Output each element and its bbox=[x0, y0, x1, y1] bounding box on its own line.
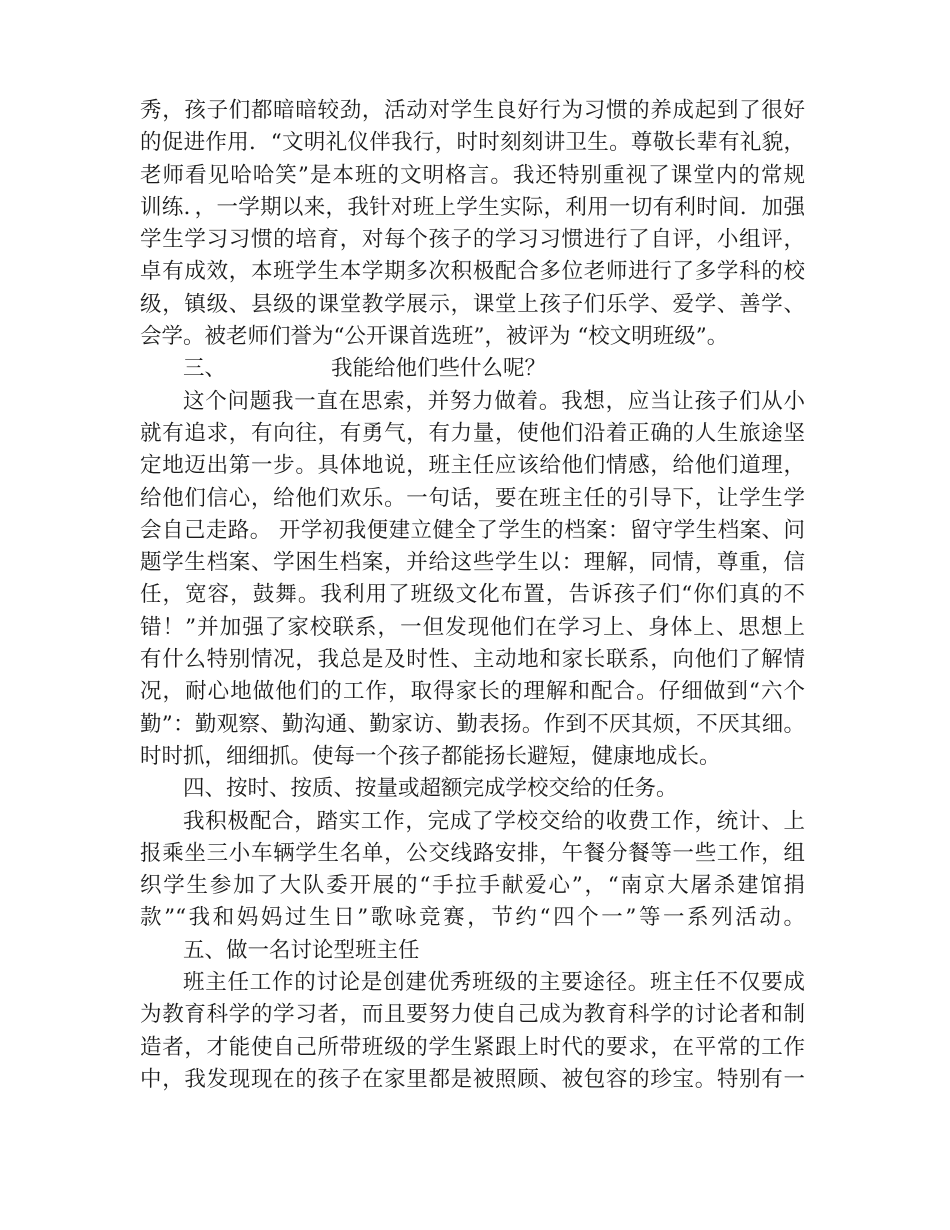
text-line: 定地迈出第一步。具体地说，班主任应该给他们情感，给他们道理， bbox=[140, 453, 805, 479]
text-line: 题学生档案、学困生档案，并给这些学生以：理解，同情，尊重，信 bbox=[140, 550, 805, 576]
text-line: 的促进作用．“文明礼仪伴我行，时时刻刻讲卫生。尊敬长辈有礼貌， bbox=[140, 130, 805, 156]
paragraph-continuation bbox=[140, 95, 805, 353]
text-line: 造者，才能使自己所带班级的学生紧跟上时代的要求，在平常的工作 bbox=[140, 1034, 805, 1060]
paragraph-section-3 bbox=[140, 386, 805, 774]
heading-title: 我能给他们些什么呢？ bbox=[331, 356, 547, 382]
section-heading-5: 五、做一名讨论型班主任 bbox=[183, 937, 420, 963]
text-line: 织学生参加了大队委开展的“手拉手献爱心”，“南京大屠杀建馆捐 bbox=[140, 873, 805, 899]
paragraph-section-5 bbox=[140, 967, 805, 1096]
text-line: 班主任工作的讨论是创建优秀班级的主要途径。班主任不仅要成 bbox=[183, 970, 805, 996]
text-line: 款”“我和妈妈过生日”歌咏竞赛，节约“四个一”等一系列活动。 bbox=[140, 905, 805, 931]
heading-number: 三、 bbox=[183, 356, 227, 382]
section-heading-3 bbox=[140, 353, 805, 385]
section-heading-4: 四、按时、按质、按量或超额完成学校交给的任务。 bbox=[183, 776, 678, 802]
text-line: 任，宽容，鼓舞。我利用了班级文化布置，告诉孩子们“你们真的不 bbox=[140, 582, 805, 608]
text-line: 会自己走路。 开学初我便建立健全了学生的档案：留守学生档案、问 bbox=[140, 517, 805, 543]
text-line: 时时抓，细细抓。使每一个孩子都能扬长避短，健康地成长。 bbox=[140, 743, 721, 769]
text-line: 学生学习习惯的培育，对每个孩子的学习习惯进行了自评，小组评， bbox=[140, 227, 805, 253]
text-line: 中，我发现现在的孩子在家里都是被照顾、被包容的珍宝。特别有一 bbox=[140, 1066, 805, 1092]
text-line: 会学。被老师们誉为“公开课首选班”，被评为 “校文明班级”。 bbox=[140, 324, 729, 350]
text-line: 给他们信心，给他们欢乐。一句话，要在班主任的引导下，让学生学 bbox=[140, 485, 805, 511]
text-line: 错！”并加强了家校联系，一但发现他们在学习上、身体上、思想上 bbox=[140, 614, 805, 640]
text-line: 训练．，一学期以来，我针对班上学生实际，利用一切有利时间．加强 bbox=[140, 194, 805, 220]
text-line: 就有追求，有向往，有勇气，有力量，使他们沿着正确的人生旅途坚 bbox=[140, 420, 805, 446]
text-line: 报乘坐三小车辆学生名单，公交线路安排，午餐分餐等一些工作，组 bbox=[140, 840, 805, 866]
body-text bbox=[140, 95, 805, 1096]
text-line: 秀，孩子们都暗暗较劲，活动对学生良好行为习惯的养成起到了很好 bbox=[140, 98, 805, 123]
text-line: 有什么特别情况，我总是及时性、主动地和家长联系，向他们了解情 bbox=[140, 647, 805, 673]
text-line: 级，镇级、县级的课堂教学展示，课堂上孩子们乐学、爱学、善学、 bbox=[140, 291, 805, 317]
text-line: 为教育科学的学习者，而且要努力使自己成为教育科学的讨论者和制 bbox=[140, 1002, 805, 1028]
paragraph-section-4 bbox=[140, 806, 805, 935]
text-line: 我积极配合，踏实工作，完成了学校交给的收费工作，统计、上 bbox=[183, 808, 805, 834]
text-line: 老师看见哈哈笑”是本班的文明格言。我还特别重视了课堂内的常规 bbox=[140, 162, 805, 188]
text-line: 况，耐心地做他们的工作，取得家长的理解和配合。仔细做到“六个 bbox=[140, 679, 805, 705]
text-line: 这个问题我一直在思索，并努力做着。我想，应当让孩子们从小 bbox=[183, 388, 805, 414]
text-line: 卓有成效，本班学生本学期多次积极配合多位老师进行了多学科的校 bbox=[140, 259, 805, 285]
text-line: 勤”：勤观察、勤沟通、勤家访、勤表扬。作到不厌其烦，不厌其细。 bbox=[140, 711, 805, 737]
